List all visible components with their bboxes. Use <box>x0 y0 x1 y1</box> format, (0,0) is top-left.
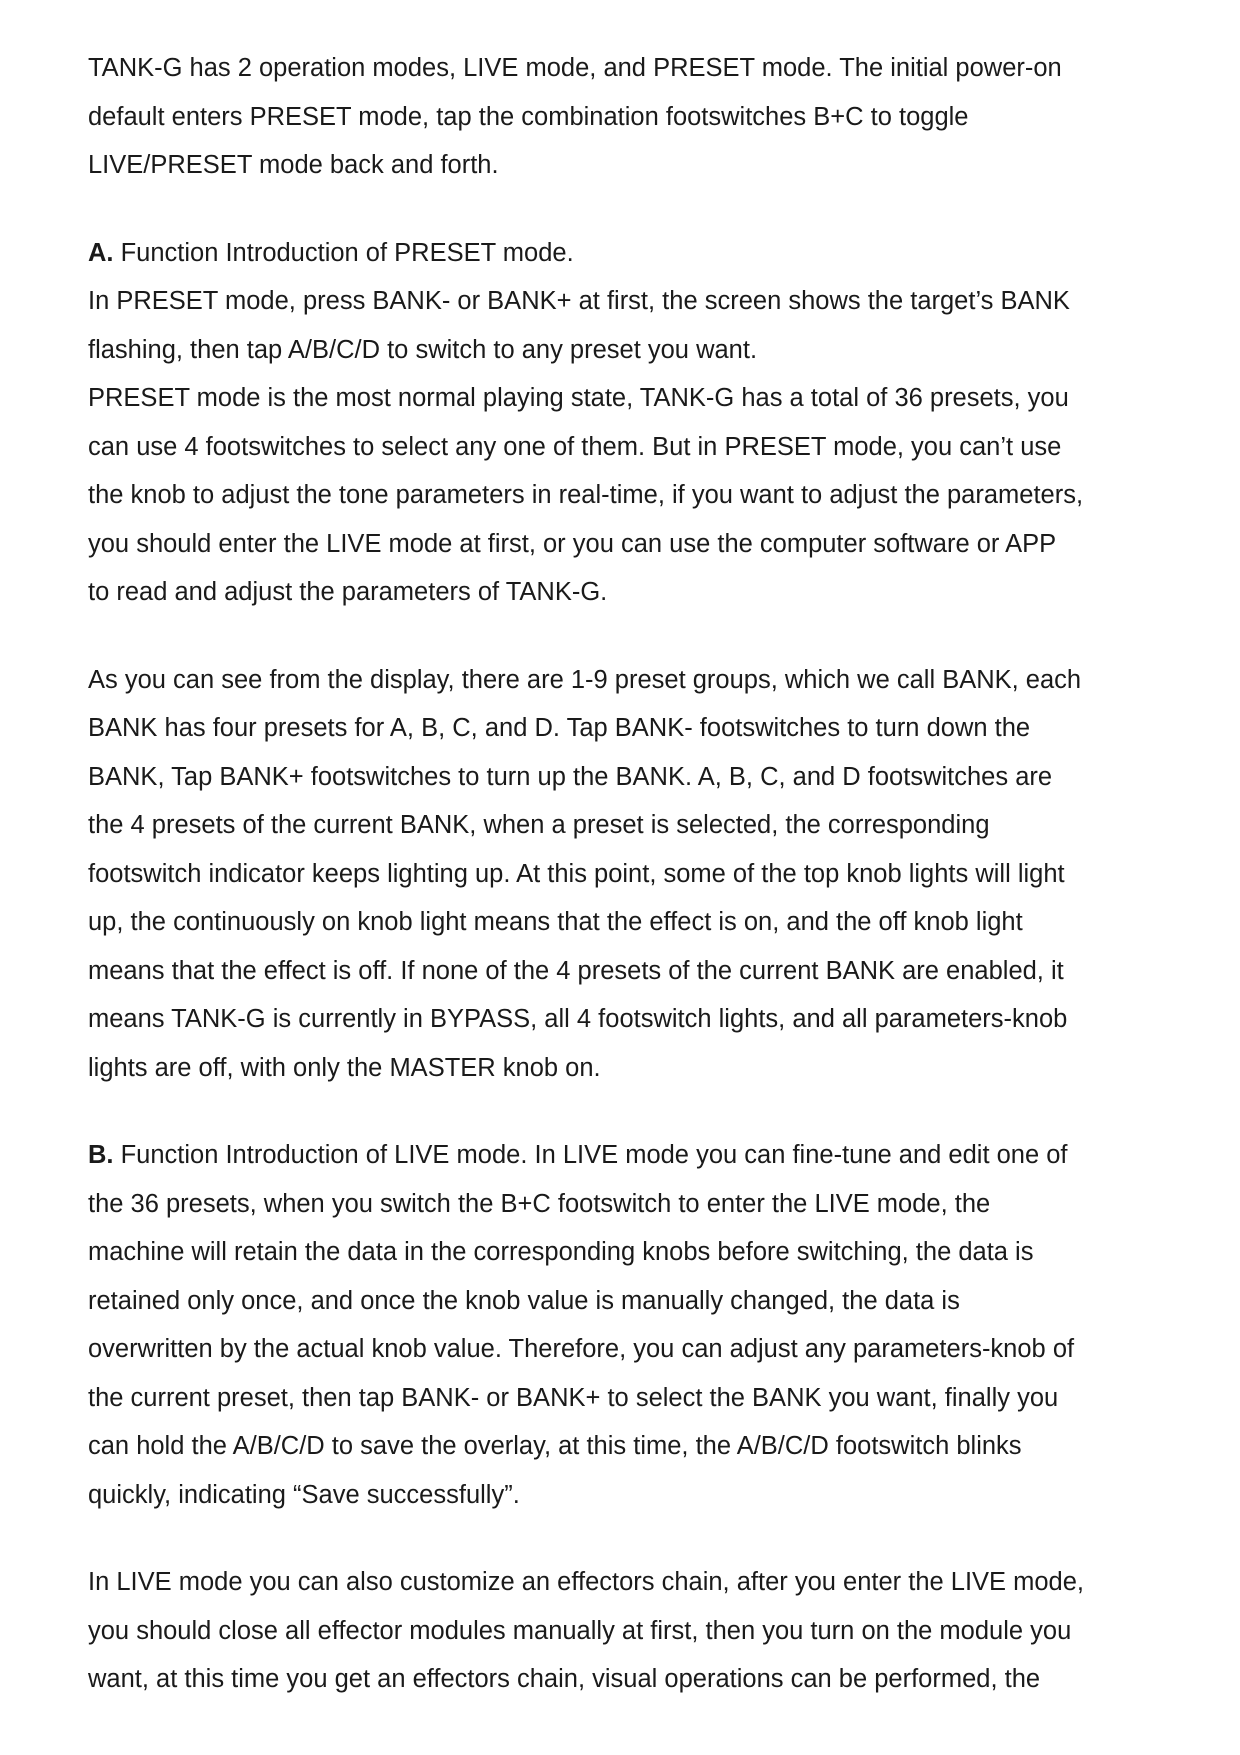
text-line: up, the continuously on knob light means that the effect is on, and the off knob light <box>88 908 1023 936</box>
text-line: the knob to adjust the tone parameters in real-time, if you want to adjust the parameters, <box>88 481 1084 509</box>
text-line: can hold the A/B/C/D to save the overlay, at this time, the A/B/C/D footswitch blinks <box>88 1432 1022 1460</box>
text-line: default enters PRESET mode, tap the combination footswitches B+C to toggle <box>88 102 969 131</box>
text-line: to read and adjust the parameters of TANK-G. <box>88 578 608 606</box>
text-line: TANK-G has 2 operation modes, LIVE mode, and PRESET mode. The initial power-on <box>88 54 1062 82</box>
text-line: In LIVE mode you can also customize an effectors chain, after you enter the LIVE mode, <box>88 1568 1085 1596</box>
text-line: want, at this time you get an effectors chain, visual operations can be performed, the <box>88 1665 1041 1693</box>
text-line: footswitch indicator keeps lighting up. At this point, some of the top knob lights will light <box>88 859 1065 888</box>
live-chain-paragraph <box>88 1558 1168 1704</box>
text-line: lights are off, with only the MASTER knob on. <box>88 1053 601 1082</box>
text-line: As you can see from the display, there are 1-9 preset groups, which we call BANK, each <box>88 665 1082 694</box>
section-a-label: A. <box>88 238 114 267</box>
text-line: the 36 presets, when you switch the B+C footswitch to enter the LIVE mode, the <box>88 1189 991 1218</box>
bank-paragraph <box>88 656 1168 1093</box>
text-line: BANK has four presets for A, B, C, and D. Tap BANK- footswitches to turn down the <box>88 714 1031 742</box>
text-line: machine will retain the data in the corresponding knobs before switching, the data is <box>88 1238 1034 1266</box>
text-line: quickly, indicating “Save successfully”. <box>88 1480 520 1509</box>
text-line: you should enter the LIVE mode at first, or you can use the computer software or APP <box>88 529 1057 558</box>
section-b-heading: Function Introduction of LIVE mode. In LIVE mode you can fine-tune and edit one of <box>113 1141 1068 1169</box>
text-line: PRESET mode is the most normal playing state, TANK-G has a total of 36 presets, you <box>88 384 1069 412</box>
text-line: the current preset, then tap BANK- or BANK+ to select the BANK you want, finally you <box>88 1383 1059 1412</box>
section-b-label: B. <box>88 1141 114 1169</box>
text-line: flashing, then tap A/B/C/D to switch to any preset you want. <box>88 335 758 364</box>
text-line: means that the effect is off. If none of the 4 presets of the current BANK are enabled, it <box>88 956 1064 985</box>
section-a-heading: Function Introduction of PRESET mode. <box>113 238 574 267</box>
text-line: the 4 presets of the current BANK, when a preset is selected, the corresponding <box>88 811 990 839</box>
text-line: means TANK-G is currently in BYPASS, all 4 footswitch lights, and all parameters-knob <box>88 1005 1068 1033</box>
text-line: retained only once, and once the knob value is manually changed, the data is <box>88 1286 960 1315</box>
section-a-paragraph <box>88 229 1168 617</box>
text-line: can use 4 footswitches to select any one of them. But in PRESET mode, you can’t use <box>88 432 1062 461</box>
intro-paragraph <box>88 44 1168 190</box>
text-line: LIVE/PRESET mode back and forth. <box>88 151 499 179</box>
text-line: BANK, Tap BANK+ footswitches to turn up the BANK. A, B, C, and D footswitches are <box>88 762 1053 791</box>
section-b-paragraph <box>88 1131 1168 1519</box>
text-line: In PRESET mode, press BANK- or BANK+ at first, the screen shows the target’s BANK <box>88 287 1070 315</box>
manual-page <box>88 44 1168 1704</box>
text-line: you should close all effector modules manually at first, then you turn on the module you <box>88 1616 1072 1645</box>
text-line: overwritten by the actual knob value. Therefore, you can adjust any parameters-knob of <box>88 1335 1075 1363</box>
